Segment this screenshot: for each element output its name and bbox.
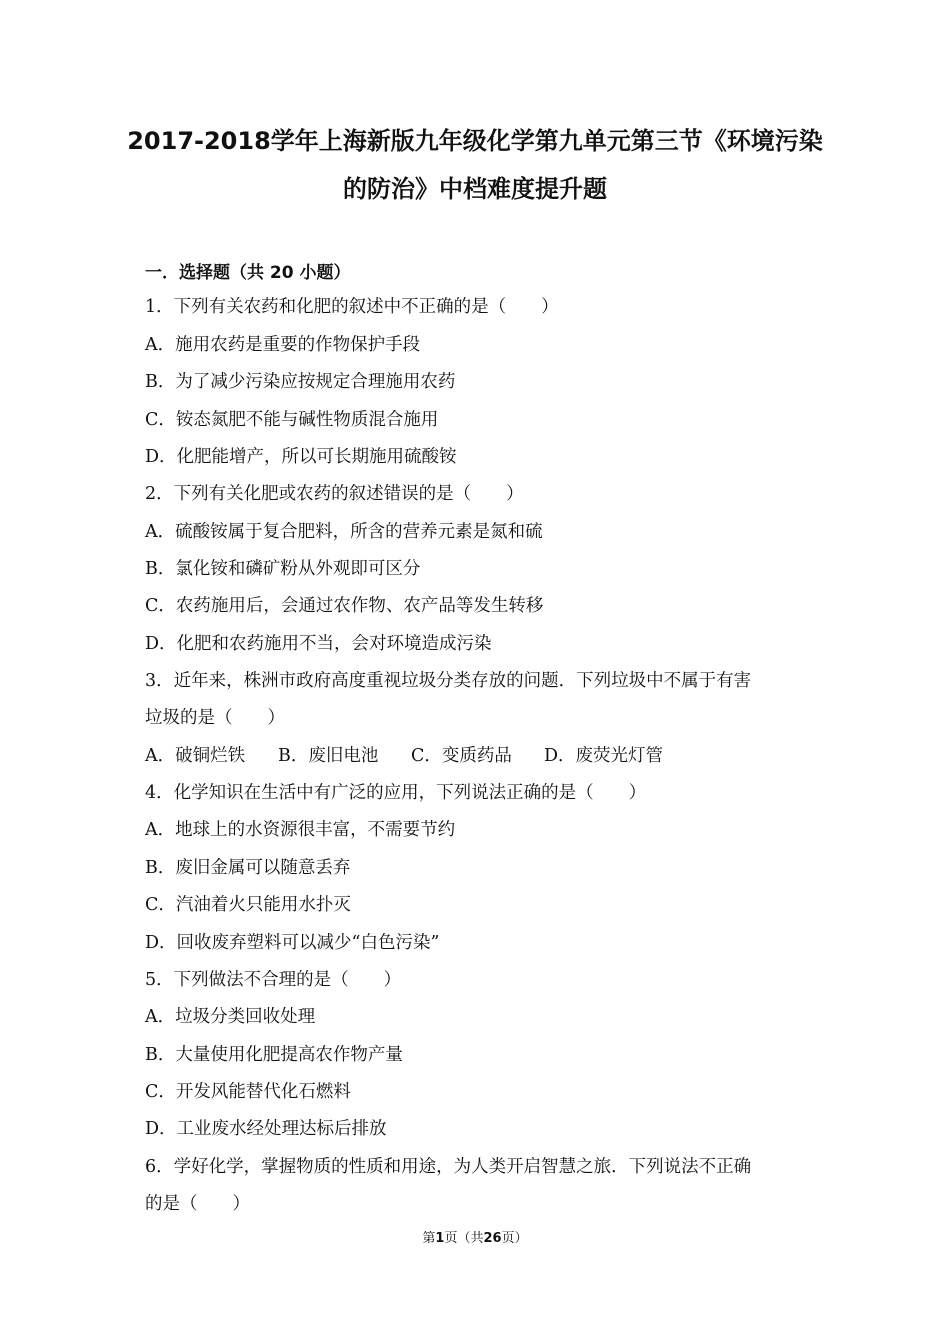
q1-option-a: A．施用农药是重要的作物保护手段 bbox=[145, 335, 421, 355]
footer-total-pages: 26 bbox=[483, 1231, 502, 1246]
page-title-line-1: 2017-2018学年上海新版九年级化学第九单元第三节《环境污染 bbox=[127, 127, 823, 155]
q4-option-d: D．回收废弃塑料可以减少“白色污染” bbox=[145, 933, 440, 953]
question-6: 6．学好化学，掌握物质的性质和用途，为人类开启智慧之旅．下列说法不正确 bbox=[145, 1157, 752, 1177]
q2-option-c: C．农药施用后，会通过农作物、农产品等发生转移 bbox=[145, 596, 544, 616]
question-3: 3．近年来，株洲市政府高度重视垃圾分类存放的问题．下列垃圾中不属于有害 bbox=[145, 671, 752, 691]
q4-option-b: B．废旧金属可以随意丢弃 bbox=[145, 858, 351, 878]
page-title-line-2: 的防治》中档难度提升题 bbox=[343, 175, 607, 203]
question-5: 5．下列做法不合理的是（ ） bbox=[145, 970, 402, 990]
q1-option-d: D．化肥能增产，所以可长期施用硫酸铵 bbox=[145, 447, 457, 467]
q1-option-c: C．铵态氮肥不能与碱性物质混合施用 bbox=[145, 410, 439, 430]
footer-page-number: 1 bbox=[435, 1231, 445, 1246]
question-3-cont: 垃圾的是（ ） bbox=[145, 708, 285, 728]
q5-option-b: B．大量使用化肥提高农作物产量 bbox=[145, 1045, 403, 1065]
footer-suffix: 页） bbox=[501, 1231, 528, 1246]
q5-option-c: C．开发风能替代化石燃料 bbox=[145, 1082, 351, 1102]
page-footer bbox=[0, 1227, 950, 1246]
section-heading: 一．选择题（共 20 小题） bbox=[145, 263, 351, 283]
footer-prefix: 第 bbox=[422, 1231, 436, 1246]
q3-option-c: C．变质药品 bbox=[411, 746, 512, 766]
question-4: 4．化学知识在生活中有广泛的应用，下列说法正确的是（ ） bbox=[145, 783, 647, 803]
q3-option-a: A．破铜烂铁 bbox=[145, 746, 246, 766]
q2-option-d: D．化肥和农药施用不当，会对环境造成污染 bbox=[145, 634, 492, 654]
question-1: 1．下列有关农药和化肥的叙述中不正确的是（ ） bbox=[145, 297, 559, 317]
q2-option-b: B．氯化铵和磷矿粉从外观即可区分 bbox=[145, 559, 421, 579]
q3-options bbox=[145, 744, 663, 768]
q5-option-d: D．工业废水经处理达标后排放 bbox=[145, 1119, 387, 1139]
q4-option-c: C．汽油着火只能用水扑灭 bbox=[145, 895, 351, 915]
q3-option-b: B．废旧电池 bbox=[278, 746, 379, 766]
question-2: 2．下列有关化肥或农药的叙述错误的是（ ） bbox=[145, 484, 524, 504]
q4-option-a: A．地球上的水资源很丰富，不需要节约 bbox=[145, 820, 456, 840]
q2-option-a: A．硫酸铵属于复合肥料，所含的营养元素是氮和硫 bbox=[145, 522, 543, 542]
question-6-cont: 的是（ ） bbox=[145, 1194, 250, 1214]
q1-option-b: B．为了减少污染应按规定合理施用农药 bbox=[145, 372, 456, 392]
q3-option-d: D．废荧光灯管 bbox=[544, 746, 664, 766]
q5-option-a: A．垃圾分类回收处理 bbox=[145, 1007, 316, 1027]
footer-mid: 页（共 bbox=[444, 1231, 484, 1246]
